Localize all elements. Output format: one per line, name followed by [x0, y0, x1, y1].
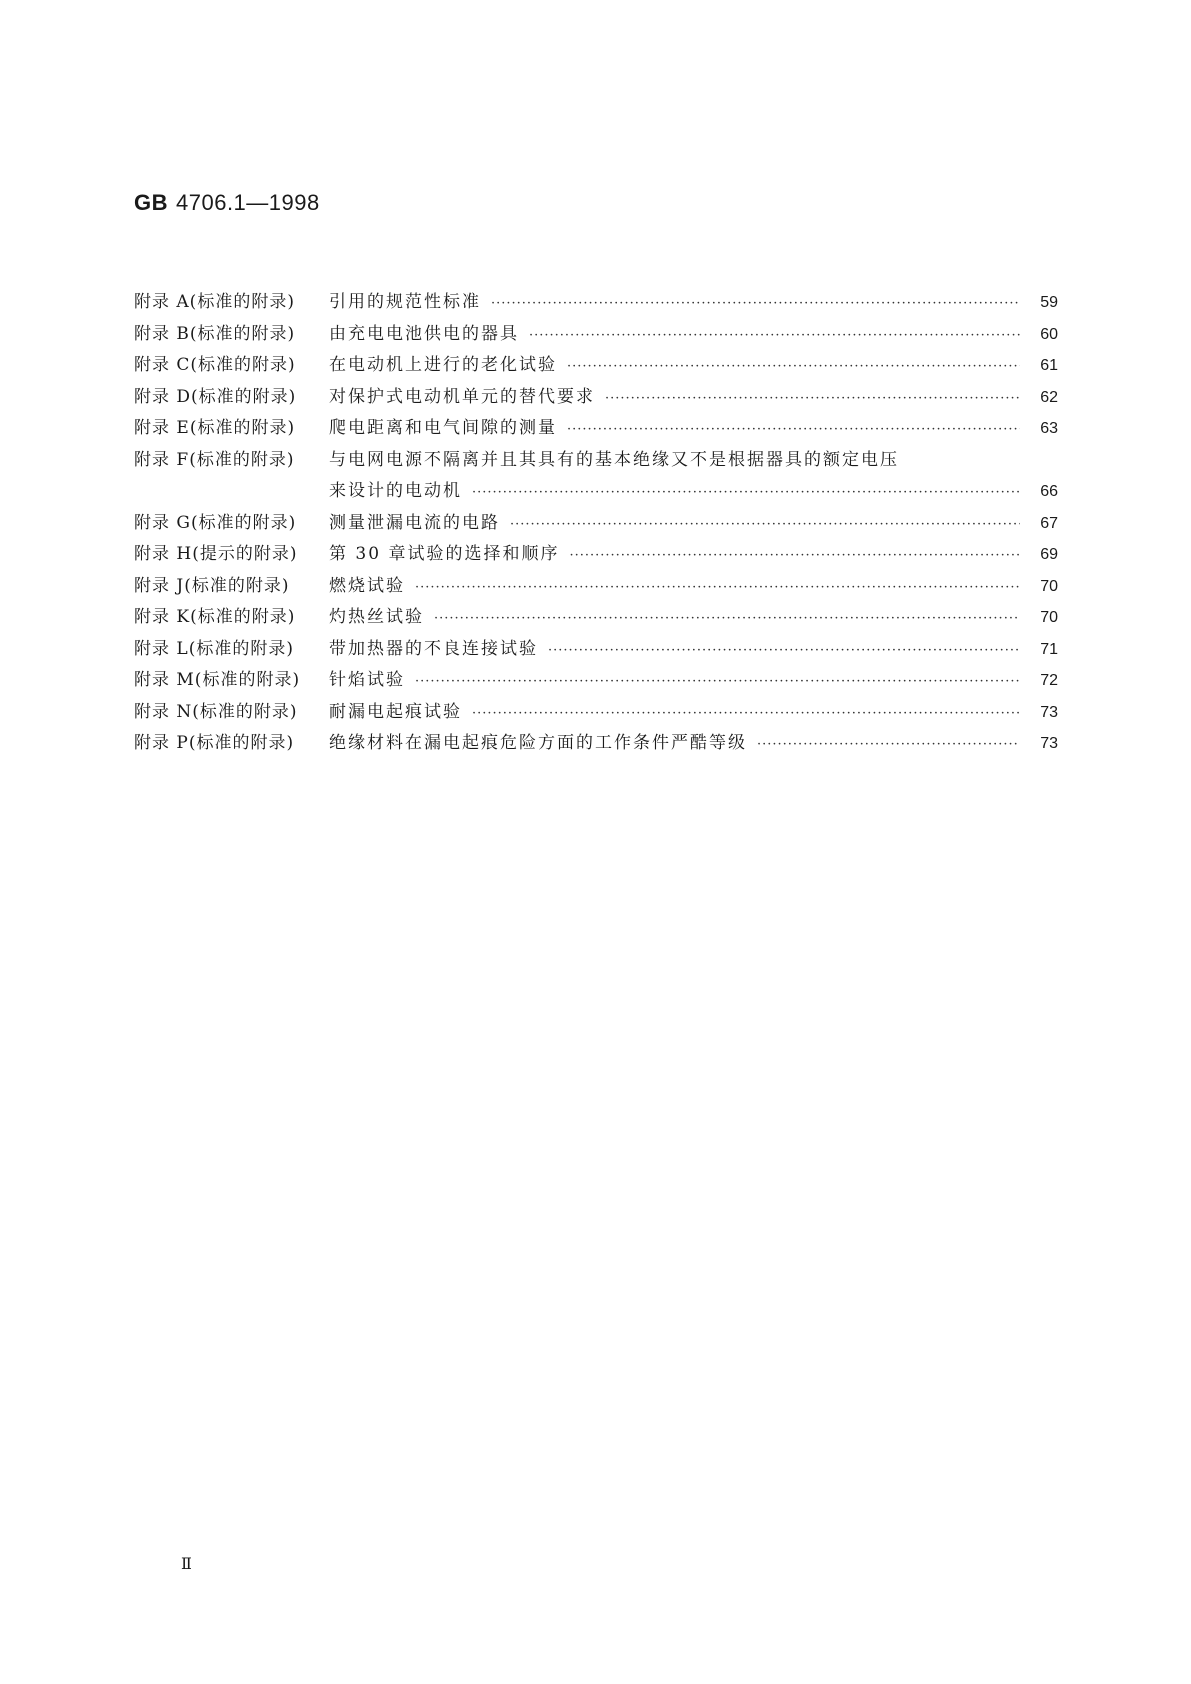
table-of-contents	[134, 287, 1058, 760]
toc-leader-dots	[472, 477, 1020, 509]
toc-entry-page: 69	[1040, 546, 1058, 563]
toc-entry-page: 63	[1040, 420, 1058, 437]
toc-entry[interactable]	[134, 697, 1058, 729]
toc-entry-page: 73	[1040, 703, 1058, 721]
toc-entry-page: 59	[1040, 294, 1058, 311]
toc-entry-label: 附录 G(标准的附录)	[134, 512, 297, 533]
toc-entry-page: 70	[1040, 609, 1058, 626]
toc-entry[interactable]	[134, 665, 1058, 697]
toc-entry-page: 61	[1040, 357, 1058, 374]
toc-leader-dots	[472, 698, 1020, 730]
toc-entry[interactable]	[134, 319, 1058, 351]
toc-entry-label: 附录 J(标准的附录)	[134, 575, 290, 596]
toc-leader-dots	[434, 603, 1020, 635]
toc-entry[interactable]	[134, 413, 1058, 445]
toc-entry-page: 71	[1040, 640, 1058, 658]
toc-entry[interactable]	[134, 445, 1058, 477]
toc-entry-title: 在电动机上进行的老化试验	[329, 355, 557, 375]
toc-entry-page: 72	[1040, 672, 1058, 689]
toc-entry-label: 附录 D(标准的附录)	[134, 386, 297, 407]
toc-entry-label: 附录 B(标准的附录)	[134, 323, 296, 344]
toc-entry-title: 燃烧试验	[329, 575, 405, 596]
toc-leader-dots	[567, 414, 1020, 446]
toc-entry-title: 与电网电源不隔离并且其具有的基本绝缘又不是根据器具的额定电压	[329, 449, 899, 470]
toc-entry-label: 附录 E(标准的附录)	[134, 418, 296, 438]
toc-entry-title: 绝缘材料在漏电起痕危险方面的工作条件严酷等级	[329, 733, 747, 753]
toc-entry-page: 66	[1040, 483, 1058, 500]
toc-leader-dots	[569, 540, 1020, 572]
toc-entry-page: 62	[1040, 388, 1058, 406]
toc-leader-dots	[757, 729, 1020, 761]
toc-entry[interactable]	[134, 571, 1058, 603]
standard-number: 4706.1—1998	[176, 190, 320, 215]
toc-entry[interactable]	[134, 382, 1058, 414]
toc-entry-label: 附录 C(标准的附录)	[134, 355, 296, 375]
toc-entry-title: 来设计的电动机	[329, 481, 462, 501]
toc-entry-title: 由充电电池供电的器具	[329, 323, 519, 344]
toc-entry[interactable]	[134, 728, 1058, 760]
toc-entry-page: 73	[1040, 735, 1058, 752]
toc-entry-title: 对保护式电动机单元的替代要求	[329, 386, 595, 407]
document-header	[134, 190, 320, 216]
toc-entry-title: 爬电距离和电气间隙的测量	[329, 418, 557, 438]
toc-entry-title: 引用的规范性标准	[329, 292, 481, 312]
toc-leader-dots	[415, 666, 1020, 698]
toc-entry-page: 70	[1040, 577, 1058, 595]
toc-entry[interactable]	[134, 634, 1058, 666]
toc-entry-title: 带加热器的不良连接试验	[329, 638, 538, 659]
toc-entry[interactable]	[134, 350, 1058, 382]
toc-entry-title: 灼热丝试验	[329, 607, 424, 627]
toc-leader-dots	[529, 320, 1020, 352]
toc-entry-label: 附录 K(标准的附录)	[134, 607, 296, 627]
toc-leader-dots	[567, 351, 1020, 383]
toc-entry-title: 第 30 章试验的选择和顺序	[329, 544, 560, 564]
toc-leader-dots	[548, 635, 1020, 667]
toc-entry[interactable]	[134, 539, 1058, 571]
toc-entry-label: 附录 M(标准的附录)	[134, 670, 301, 690]
toc-entry-title: 针焰试验	[329, 670, 405, 690]
toc-entry-label: 附录 L(标准的附录)	[134, 638, 294, 659]
toc-entry-page: 67	[1040, 514, 1058, 532]
toc-entry-label: 附录 P(标准的附录)	[134, 733, 295, 753]
toc-entry-label: 附录 N(标准的附录)	[134, 701, 298, 722]
toc-leader-dots	[491, 288, 1020, 320]
toc-entry-label: 附录 H(提示的附录)	[134, 544, 298, 564]
toc-entry[interactable]	[134, 508, 1058, 540]
toc-entry[interactable]	[134, 602, 1058, 634]
toc-entry[interactable]	[134, 287, 1058, 319]
toc-leader-dots	[415, 572, 1020, 604]
page-number-footer: Ⅱ	[181, 1554, 192, 1573]
standard-prefix: GB	[134, 190, 168, 215]
toc-entry-title: 耐漏电起痕试验	[329, 701, 462, 722]
toc-entry-title: 测量泄漏电流的电路	[329, 512, 500, 533]
toc-entry-continuation[interactable]	[134, 476, 1058, 508]
toc-leader-dots	[605, 383, 1020, 415]
toc-entry-label: 附录 A(标准的附录)	[134, 292, 295, 312]
toc-entry-label: 附录 F(标准的附录)	[134, 449, 295, 470]
toc-leader-dots	[510, 509, 1020, 541]
toc-entry-page: 60	[1040, 325, 1058, 343]
